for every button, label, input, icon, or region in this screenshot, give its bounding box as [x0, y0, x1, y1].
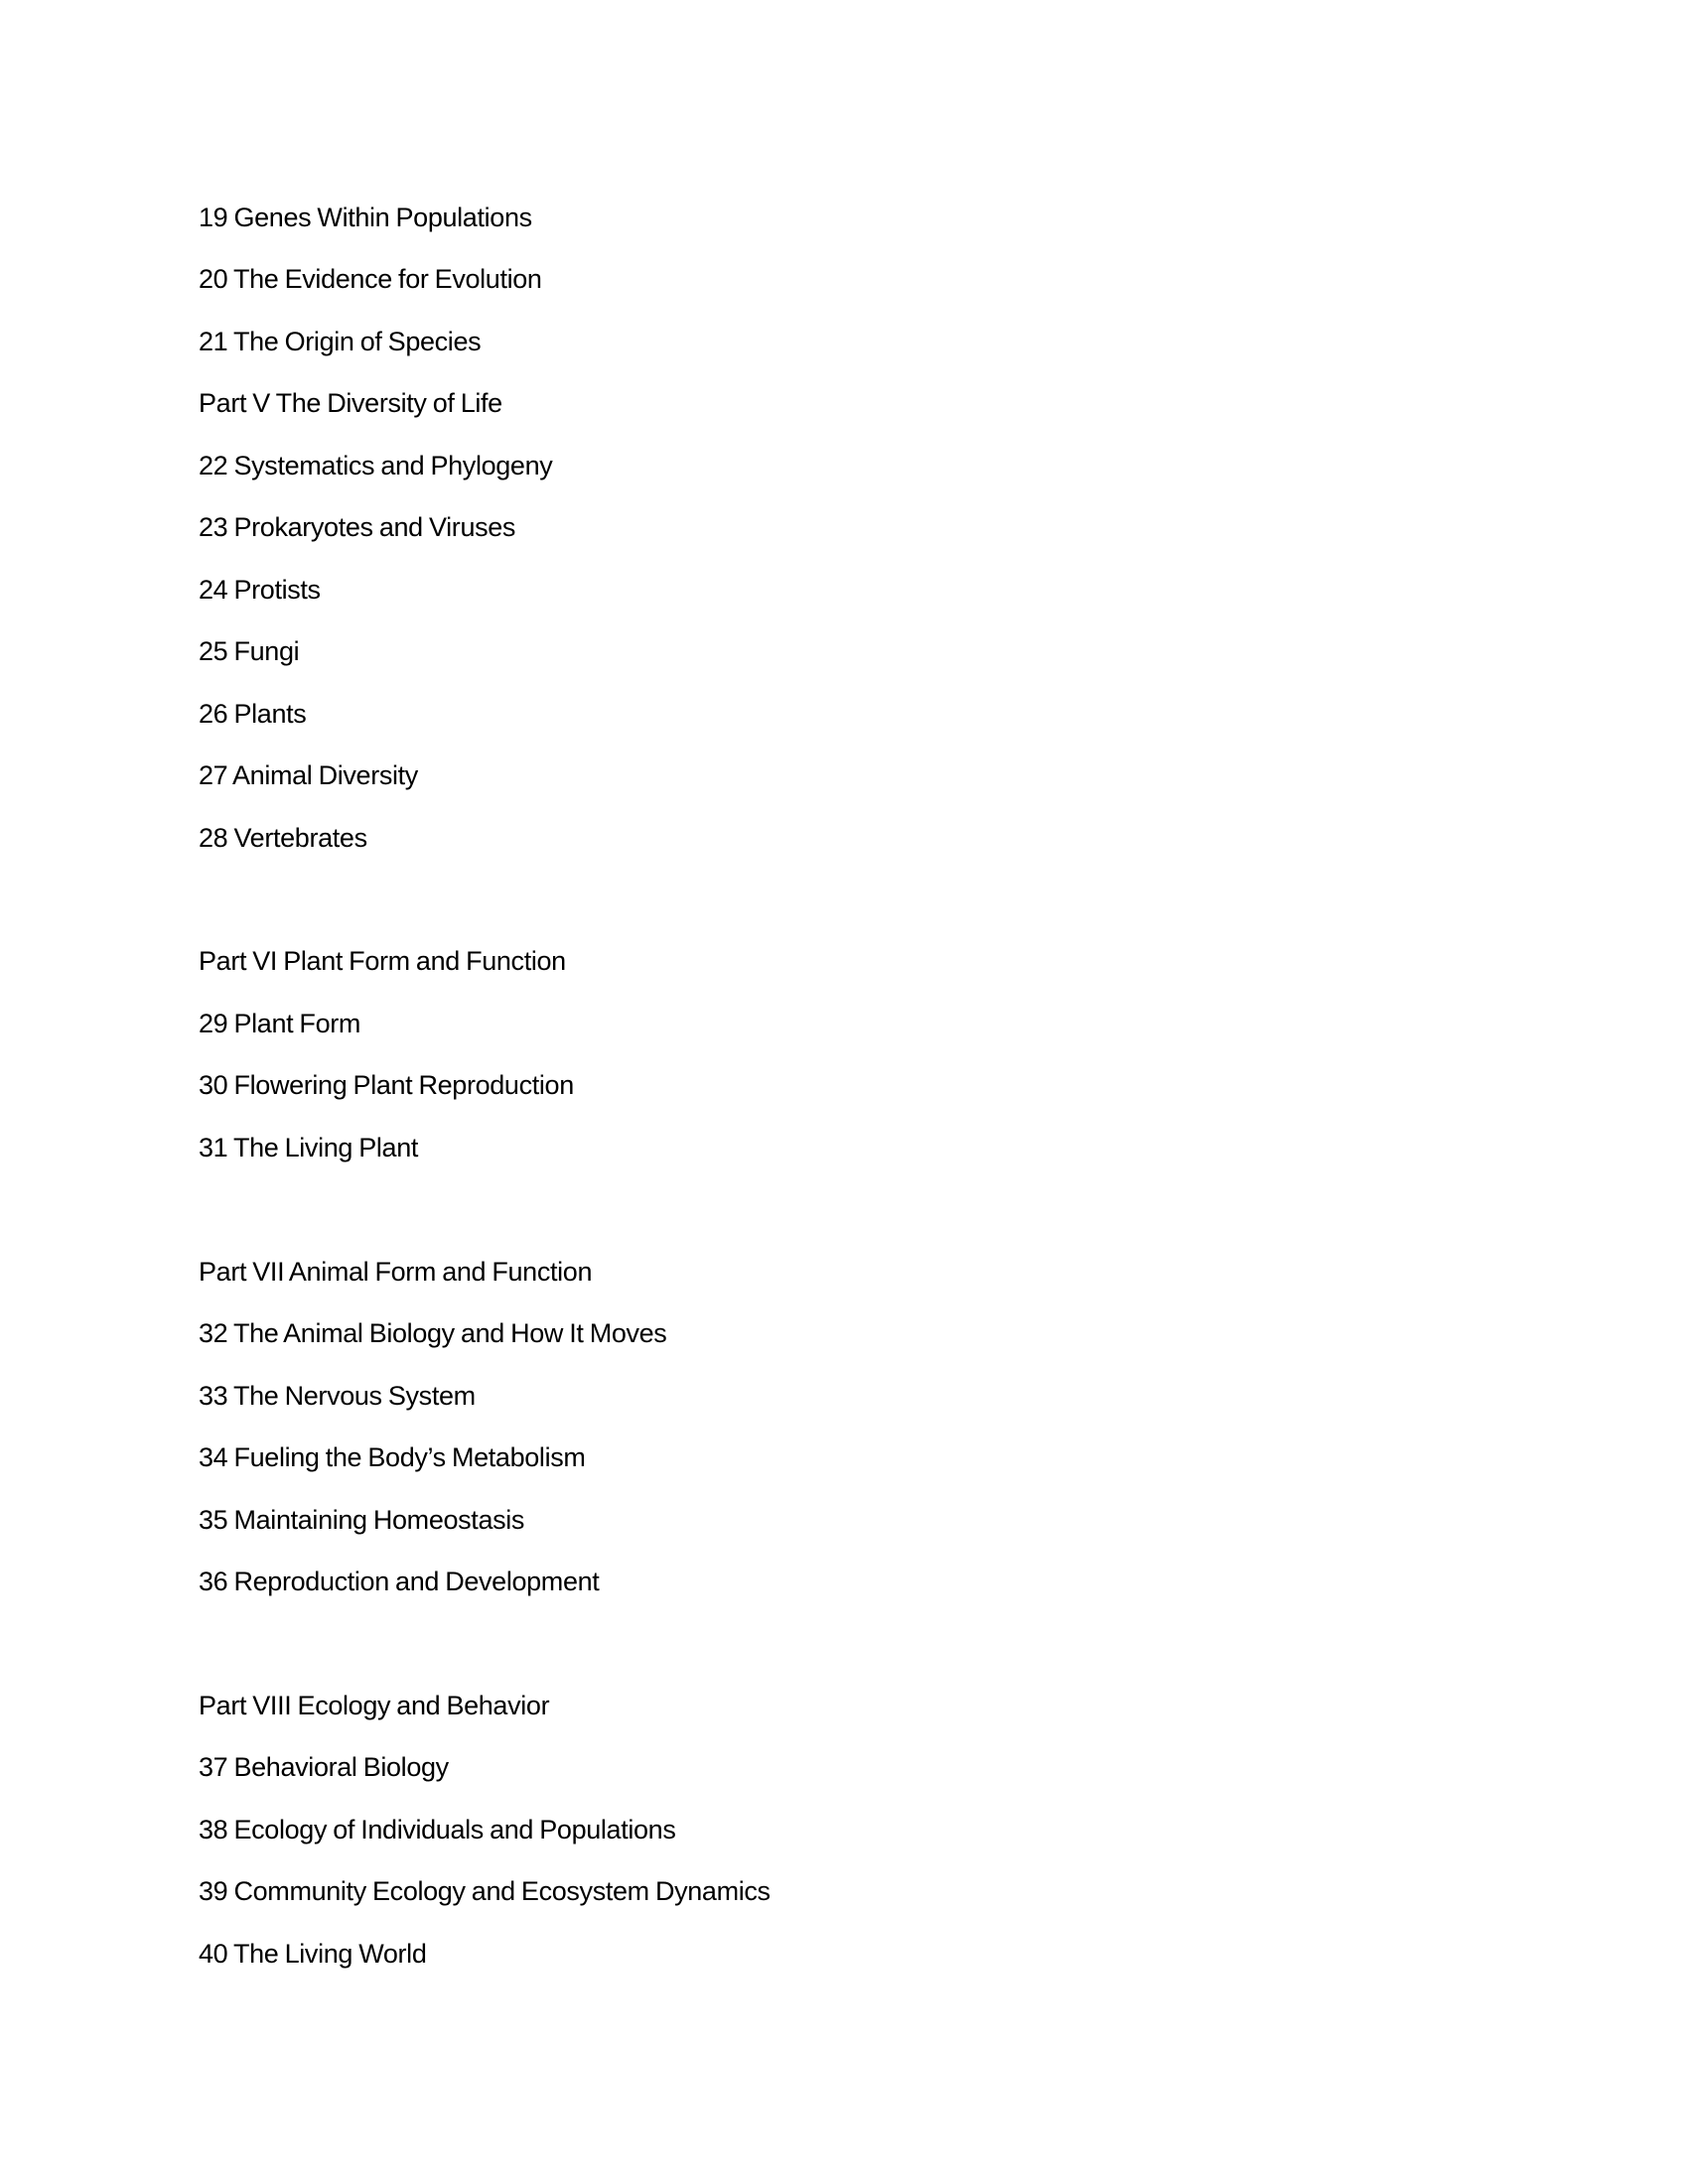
- toc-part-v-heading: Part V The Diversity of Life: [199, 388, 502, 419]
- toc-chapter-23: 23 Prokaryotes and Viruses: [199, 512, 516, 543]
- toc-chapter-20: 20 The Evidence for Evolution: [199, 264, 542, 295]
- toc-part-vii-heading: Part VII Animal Form and Function: [199, 1256, 593, 1287]
- toc-chapter-21: 21 The Origin of Species: [199, 326, 482, 356]
- toc-chapter-34: 34 Fueling the Body’s Metabolism: [199, 1442, 586, 1473]
- table-of-contents: [199, 187, 771, 1984]
- toc-chapter-27: 27 Animal Diversity: [199, 760, 418, 791]
- toc-chapter-24: 24 Protists: [199, 574, 321, 605]
- toc-chapter-29: 29 Plant Form: [199, 1008, 361, 1038]
- blank-line: [199, 869, 771, 930]
- toc-chapter-31: 31 The Living Plant: [199, 1132, 419, 1162]
- toc-part-viii-heading: Part VIII Ecology and Behavior: [199, 1690, 550, 1720]
- toc-chapter-30: 30 Flowering Plant Reproduction: [199, 1070, 574, 1101]
- blank-line: [199, 1178, 771, 1240]
- blank-line: [199, 1612, 771, 1674]
- toc-chapter-37: 37 Behavioral Biology: [199, 1752, 449, 1783]
- toc-chapter-25: 25 Fungi: [199, 636, 300, 667]
- toc-chapter-36: 36 Reproduction and Development: [199, 1566, 600, 1596]
- toc-chapter-39: 39 Community Ecology and Ecosystem Dynamics: [199, 1876, 771, 1907]
- toc-part-vi-heading: Part VI Plant Form and Function: [199, 946, 566, 977]
- toc-chapter-26: 26 Plants: [199, 698, 307, 729]
- toc-chapter-33: 33 The Nervous System: [199, 1380, 476, 1411]
- toc-chapter-32: 32 The Animal Biology and How It Moves: [199, 1318, 667, 1349]
- toc-chapter-38: 38 Ecology of Individuals and Populations: [199, 1814, 676, 1844]
- toc-chapter-19: 19 Genes Within Populations: [199, 203, 532, 232]
- toc-chapter-28: 28 Vertebrates: [199, 822, 367, 853]
- toc-chapter-40: 40 The Living World: [199, 1938, 427, 1969]
- toc-chapter-35: 35 Maintaining Homeostasis: [199, 1504, 525, 1535]
- toc-chapter-22: 22 Systematics and Phylogeny: [199, 450, 553, 480]
